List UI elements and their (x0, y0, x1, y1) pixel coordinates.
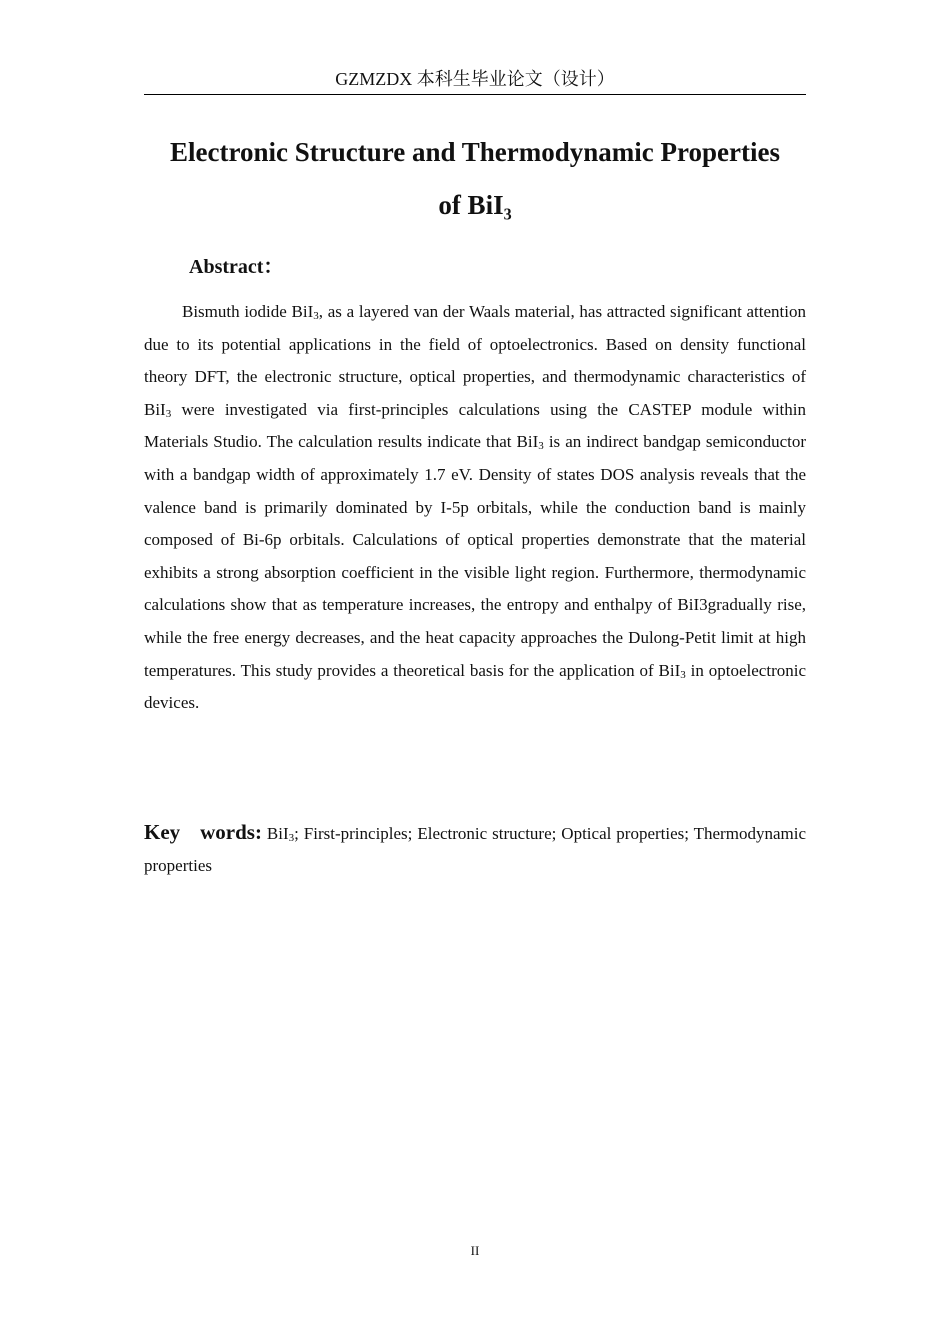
abstract-text: is an indirect bandgap semiconductor with a bandgap width of approximately 1.7 eV. Density of states DOS analysis reveals that the valence band is primarily dominated by I-5p orbitals, while the conduction band is mainly composed of Bi-6p orbitals. Calculations of optical properties demonstrate that the material exhibits a strong absorption coefficient in the visible light region. Furthermore, thermodynamic calculations show that as temperature increases, the entropy and enthalpy of BiI3gradually rise, while the free energy decreases, and the heat capacity approaches the Dulong-Petit limit at high temperatures. This study provides a theoretical basis for the application of BiI (144, 432, 806, 680)
abstract-text: , as a layered van der Waals material, has attracted significant attention due to its potential applications in the field of optoelectronics. Based on density functional theory DFT, the electronic structure, optical properties, and thermodynamic characteristics of BiI (144, 302, 806, 419)
keywords-label: Key words: (144, 820, 262, 844)
keywords (144, 816, 806, 882)
page-number: II (470, 1243, 480, 1258)
page-header: GZMZDX 本科生毕业论文（设计） (144, 66, 806, 95)
title-line-2: of BiI₃ (438, 190, 512, 220)
subscript: 3 (288, 832, 295, 844)
abstract-body (144, 296, 806, 720)
keywords-text: ; First-principles; Electronic structure; Optical properties; Thermodynamic properties (144, 824, 806, 875)
subscript: 3 (538, 440, 544, 453)
subscript: 3 (165, 407, 172, 420)
subscript: 3 (313, 310, 319, 322)
paper-title (144, 126, 806, 232)
abstract-text: were investigated via first-principles calculations using the CASTEP module within Materials Studio. The calculation results indicate that BiI (144, 399, 806, 452)
title-line-1: Electronic Structure and Thermodynamic Properties (170, 137, 780, 167)
abstract-text: in optoelectronic devices. (144, 660, 806, 713)
subscript: 3 (680, 668, 686, 681)
abstract-heading: Abstract： (189, 256, 284, 278)
keywords-text: BiI (261, 824, 289, 843)
abstract-text: Bismuth iodide BiI (182, 302, 314, 321)
